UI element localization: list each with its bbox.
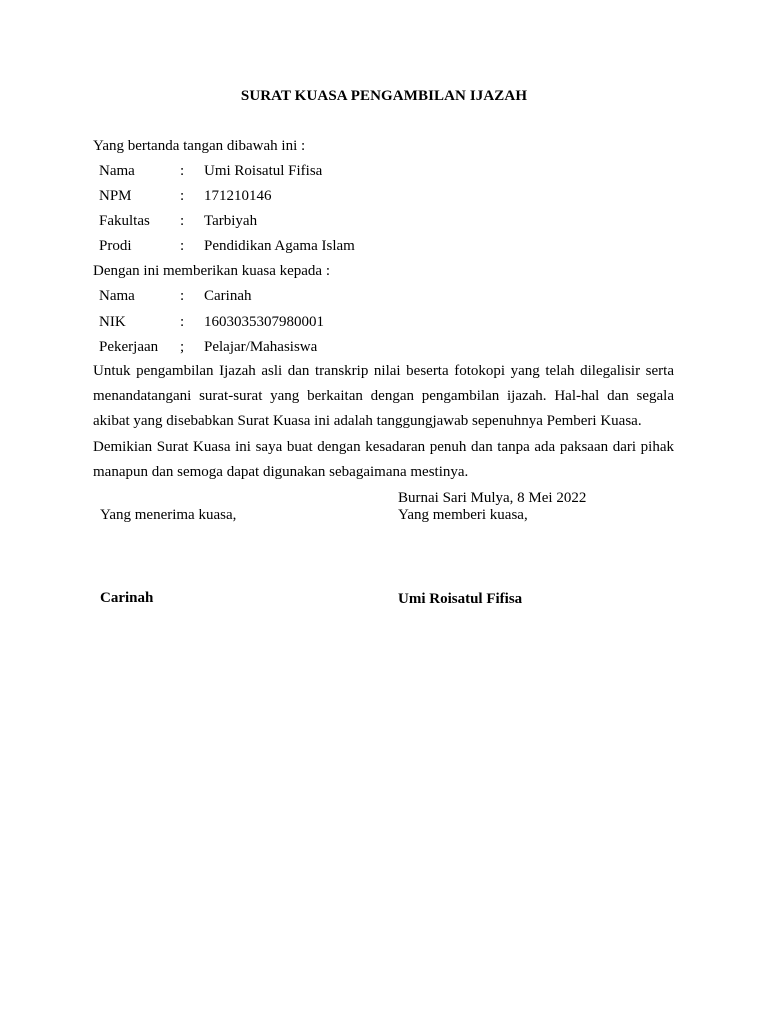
field-separator: ; (180, 339, 185, 355)
document-title: SURAT KUASA PENGAMBILAN IJAZAH (240, 88, 528, 104)
field-label: Prodi (99, 238, 132, 254)
grantee-row-name (99, 288, 599, 308)
field-separator: : (180, 213, 185, 229)
field-label: NIK (99, 314, 126, 330)
field-label: Nama (99, 288, 135, 304)
grantor-row-fakultas (99, 213, 599, 233)
field-value: Pelajar/Mahasiswa (204, 339, 318, 355)
grantor-row-npm (99, 188, 599, 208)
grantee-row-pekerjaan (99, 339, 599, 359)
field-label: Fakultas (99, 213, 150, 229)
intro-text: Yang bertanda tangan dibawah ini : (93, 138, 306, 154)
grantor-row-name (99, 163, 599, 183)
field-value: 1603035307980001 (204, 314, 324, 330)
grantor-row-prodi (99, 238, 599, 258)
receiver-label: Yang menerima kuasa, (100, 507, 237, 523)
field-separator: : (180, 188, 185, 204)
field-value: 171210146 (204, 188, 272, 204)
field-value: Tarbiyah (204, 213, 258, 229)
receiver-name: Carinah (100, 590, 154, 606)
field-label: Pekerjaan (99, 339, 159, 355)
closing-paragraph: Demikian Surat Kuasa ini saya buat dengan kesadaran penuh dan tanpa ada paksaan dari pihak manapun dan semoga dapat digunakan sebagaimana mestinya. (93, 439, 674, 481)
field-value: Umi Roisatul Fifisa (204, 163, 323, 179)
field-separator: : (180, 163, 185, 179)
grantee-row-nik (99, 314, 599, 334)
giver-name: Umi Roisatul Fifisa (398, 591, 523, 607)
field-label: Nama (99, 163, 135, 179)
field-label: NPM (99, 188, 132, 204)
field-separator: : (180, 288, 185, 304)
field-value: Pendidikan Agama Islam (204, 238, 355, 254)
grant-statement: Dengan ini memberikan kuasa kepada : (93, 263, 330, 279)
field-separator: : (180, 314, 185, 330)
giver-label: Yang memberi kuasa, (398, 507, 528, 523)
purpose-paragraph: Untuk pengambilan Ijazah asli dan transkrip nilai beserta fotokopi yang telah dilegalisir serta menandatangani surat-surat yang berkaitan dengan pengambilan ijazah. Hal-hal dan segala akibat yang disebabkan Surat Kuasa ini adalah tanggungjawab sepenuhnya Pemberi Kuasa. (93, 363, 674, 430)
field-value: Carinah (204, 288, 252, 304)
place-date: Burnai Sari Mulya, 8 Mei 2022 (398, 490, 587, 506)
field-separator: : (180, 238, 185, 254)
